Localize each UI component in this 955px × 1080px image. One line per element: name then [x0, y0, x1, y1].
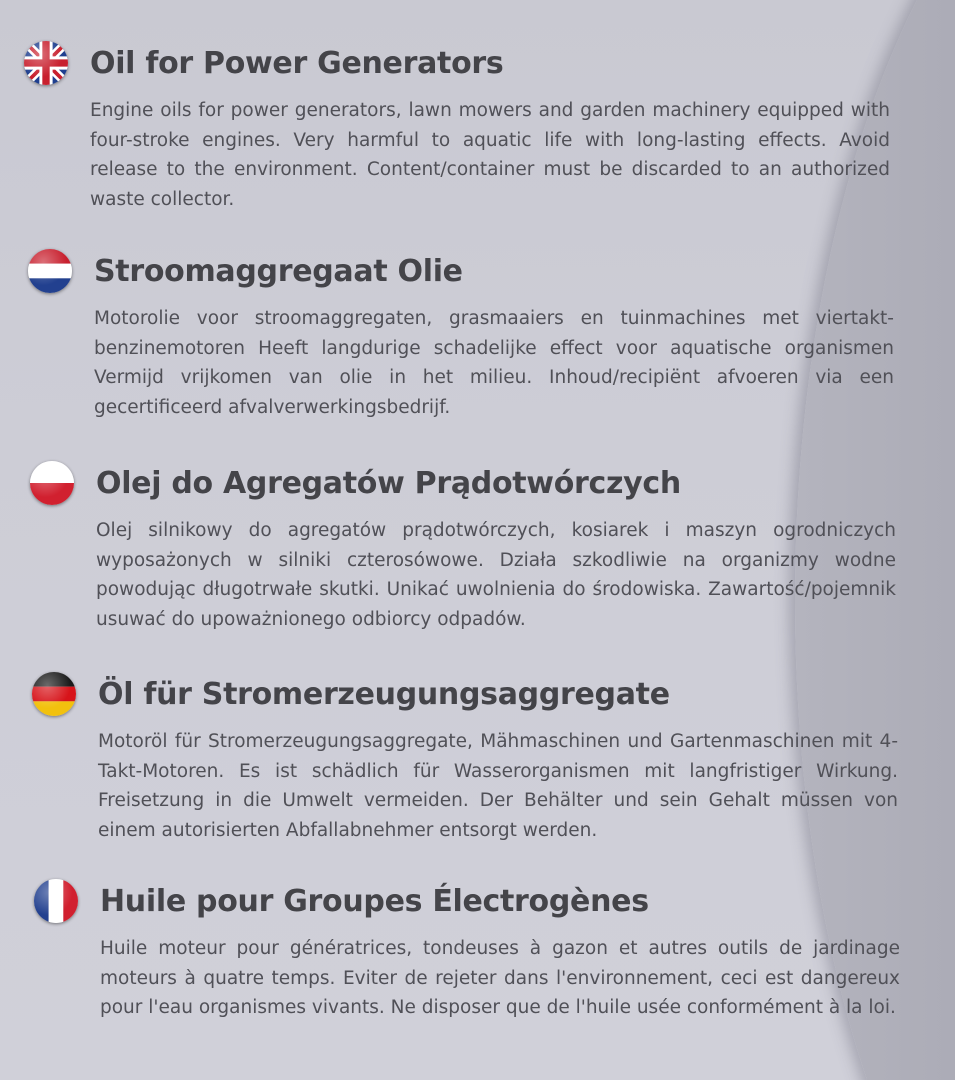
section-text: Engine oils for power generators, lawn mowers and garden machinery equipped with four-stroke engines. Very harmful to aquatic life with long-lasting effects. Avoid release to the environment. Content/container must be discarded to an authorized waste collector. [90, 100, 890, 210]
section-title: Huile pour Groupes Électrogènes [100, 883, 649, 919]
section-heading [24, 38, 904, 88]
france-flag-icon [34, 879, 78, 923]
section-heading [28, 246, 908, 296]
section-heading [34, 876, 914, 926]
section-text: Huile moteur pour génératrices, tondeuses à gazon et autres outils de jardinage moteurs à quatre temps. Eviter de rejeter dans l'environnement, ceci est dangereux pour l'eau organismes vivants. Ne disposer que de l'huile usée conformément à la loi. [100, 938, 900, 1018]
section-heading [32, 669, 912, 719]
section-heading [30, 458, 910, 508]
section-title: Olej do Agregatów Prądotwórczych [96, 465, 681, 501]
section-french [34, 876, 914, 1023]
uk-flag-icon [24, 41, 68, 85]
poland-flag-icon [30, 461, 74, 505]
section-german [32, 669, 912, 845]
section-english [24, 38, 904, 214]
netherlands-flag-icon [28, 249, 72, 293]
section-polish [30, 458, 910, 634]
section-text: Olej silnikowy do agregatów prądotwórczych, kosiarek i maszyn ogrodniczych wyposażonych w silniki czterosówowe. Działa szkodliwie na organizmy wodne powodując długotrwałe skutki. Unikać uwolnienia do środowiska. Zawartość/pojemnik usuwać do upoważnionego odbiorcy odpadów. [96, 520, 896, 630]
section-text: Motorolie voor stroomaggregaten, grasmaaiers en tuinmachines met viertakt-benzinemotoren Heeft langdurige schadelijke effect voor aquatische organismen Vermijd vrijkomen van olie in het milieu. Inhoud/recipiënt afvoeren via een gecertificeerd afvalverwerkingsbedrijf. [94, 308, 894, 418]
section-title: Stroomaggregaat Olie [94, 253, 463, 289]
germany-flag-icon [32, 672, 76, 716]
section-title: Oil for Power Generators [90, 45, 504, 81]
section-title: Öl für Stromerzeugungsaggregate [98, 676, 670, 712]
section-text: Motoröl für Stromerzeugungsaggregate, Mähmaschinen und Gartenmaschinen mit 4-Takt-Motoren. Es ist schädlich für Wasserorganismen mit langfristiger Wirkung. Freisetzung in die Umwelt vermeiden. Der Behälter und sein Gehalt müssen von einem autorisierten Abfallabnehmer entsorgt werden. [98, 731, 898, 841]
section-dutch [28, 246, 908, 422]
